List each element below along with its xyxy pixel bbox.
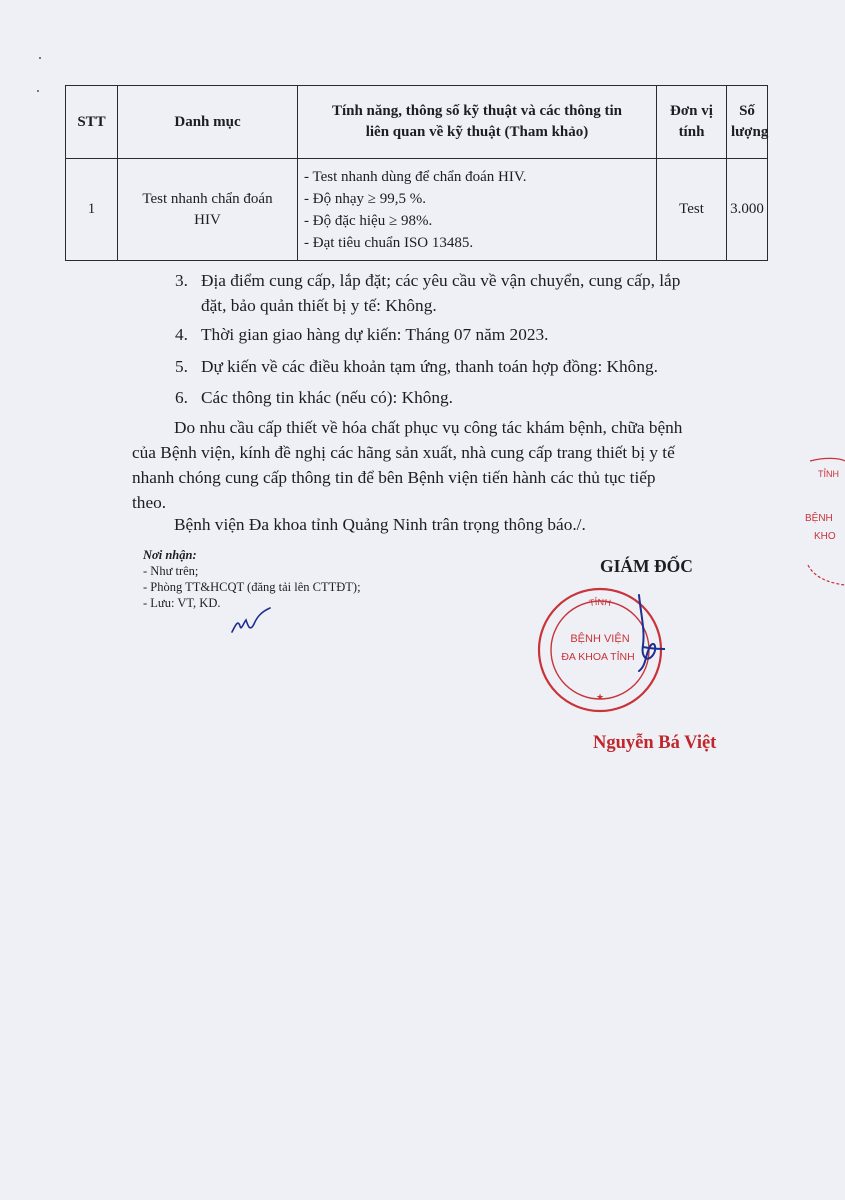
header-unit xyxy=(657,86,727,159)
specification-table xyxy=(65,85,768,261)
header-qty xyxy=(727,86,768,159)
paragraph-line: Do nhu cầu cấp thiết về hóa chất phục vụ công tác khám bệnh, chữa bệnh xyxy=(174,418,683,437)
seal-line1: BỆNH VIỆN xyxy=(570,633,630,645)
svg-text:★: ★ xyxy=(595,692,605,702)
list-item-4 xyxy=(175,322,765,347)
scan-speck xyxy=(39,57,41,59)
paragraph-line: theo. xyxy=(132,493,167,512)
list-item-5 xyxy=(175,354,765,379)
edge-seal-text3: KHO xyxy=(814,531,836,542)
spec-line: - Độ đặc hiệu ≥ 98%. xyxy=(304,212,433,229)
header-stt: STT xyxy=(66,86,118,159)
table-header-row xyxy=(66,86,768,159)
seal-line2: ĐA KHOA TỈNH xyxy=(561,651,635,663)
cell-specs xyxy=(298,159,657,261)
spec-line: - Test nhanh dùng để chẩn đoán HIV. xyxy=(304,168,527,185)
position-title: GIÁM ĐỐC xyxy=(600,556,693,576)
initials-signature-icon xyxy=(228,602,278,642)
paragraph-line: của Bệnh viện, kính đề nghị các hãng sản xuất, nhà cung cấp trang thiết bị y tế xyxy=(132,443,675,462)
item-text-line1: Địa điểm cung cấp, lắp đặt; các yêu cầu về vận chuyển, cung cấp, lắp xyxy=(201,271,681,290)
header-category: Danh mục xyxy=(118,86,298,159)
item-text: Thời gian giao hàng dự kiến: Tháng 07 năm 2023. xyxy=(201,325,549,344)
item-text-line2: đặt, bảo quản thiết bị y tế: Không. xyxy=(201,296,437,315)
header-unit-line2: tính xyxy=(678,124,705,140)
header-qty-line2: lượng xyxy=(731,124,769,140)
item-number: 3. xyxy=(175,271,188,290)
recipient-line: - Lưu: VT, KD. xyxy=(143,596,221,610)
table-row xyxy=(66,159,768,261)
item-text: Dự kiến về các điều khoản tạm ứng, thanh toán hợp đồng: Không. xyxy=(201,357,658,376)
closing-line: Bệnh viện Đa khoa tỉnh Quảng Ninh trân trọng thông báo./. xyxy=(174,515,586,534)
svg-text:TỈNH: TỈNH xyxy=(588,596,612,609)
list-item-6 xyxy=(175,385,765,410)
cell-stt: 1 xyxy=(66,159,118,261)
edge-seal-text2: BỆNH xyxy=(805,513,833,524)
header-qty-line1: Số xyxy=(739,103,755,119)
header-specs-line2: liên quan về kỹ thuật (Tham khảo) xyxy=(365,124,589,140)
category-line1: Test nhanh chẩn đoán xyxy=(142,190,273,207)
header-specs xyxy=(298,86,657,159)
category-line2: HIV xyxy=(194,211,221,228)
cell-category xyxy=(118,159,298,261)
signer-name: Nguyễn Bá Việt xyxy=(593,733,717,753)
header-specs-line1: Tính năng, thông số kỹ thuật và các thông tin xyxy=(331,103,623,119)
official-seal-icon xyxy=(535,585,665,715)
paragraph-line: nhanh chóng cung cấp thông tin để bên Bệnh viện tiến hành các thủ tục tiếp xyxy=(132,468,656,487)
edge-seal-icon xyxy=(800,455,845,595)
item-number: 6. xyxy=(175,388,188,407)
request-paragraph xyxy=(132,415,766,515)
cell-qty: 3.000 xyxy=(727,159,768,261)
recipient-line: - Như trên; xyxy=(143,564,199,578)
cell-unit: Test xyxy=(657,159,727,261)
spec-line: - Độ nhạy ≥ 99,5 %. xyxy=(304,190,426,207)
item-number: 4. xyxy=(175,325,188,344)
scan-speck xyxy=(37,90,39,92)
list-item-3 xyxy=(175,268,765,318)
recipients-title: Nơi nhận: xyxy=(143,548,197,562)
item-text: Các thông tin khác (nếu có): Không. xyxy=(201,388,453,407)
spec-line: - Đạt tiêu chuẩn ISO 13485. xyxy=(304,234,474,251)
header-unit-line1: Đơn vị xyxy=(670,103,713,119)
recipient-line: - Phòng TT&HCQT (đăng tải lên CTTĐT); xyxy=(143,580,361,594)
edge-seal-text1: TỈNH xyxy=(818,469,839,479)
item-number: 5. xyxy=(175,357,188,376)
